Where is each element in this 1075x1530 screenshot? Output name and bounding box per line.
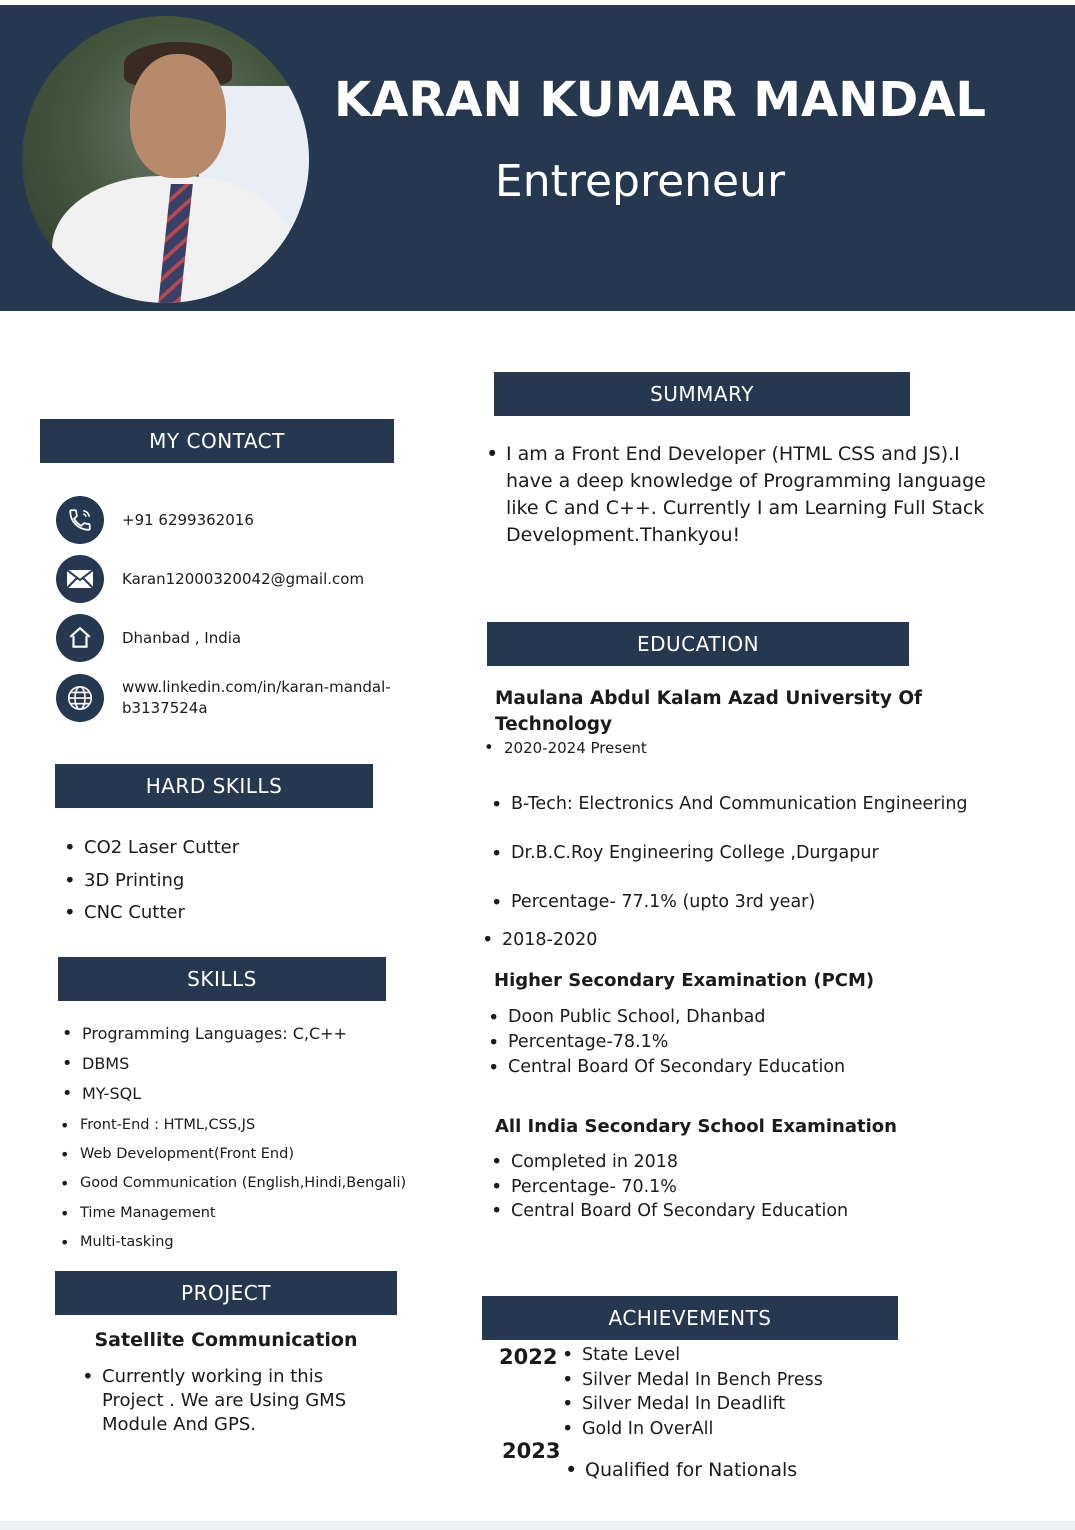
skill-item: • Time Management	[58, 1199, 406, 1228]
mail-icon	[56, 555, 104, 603]
achievement-year-2022: 2022	[499, 1345, 558, 1369]
profile-photo	[22, 16, 309, 303]
university-name	[495, 686, 922, 738]
contact-phone-row	[56, 496, 254, 544]
skills-list-extra	[58, 1111, 406, 1257]
achievement-item: • Qualified for Nationals	[563, 1457, 797, 1483]
summary-line-3: like C and C++. Currently I am Learning Full Stack	[506, 497, 985, 519]
hard-skill-item: • CNC Cutter	[62, 897, 239, 930]
skill-item: • MY-SQL	[60, 1079, 347, 1109]
photo-face	[130, 54, 226, 178]
hard-skill-item: • CO2 Laser Cutter	[62, 832, 239, 865]
achievements-section-header: ACHIEVEMENTS	[482, 1296, 898, 1340]
university-years: • 2020-2024 Present	[482, 738, 647, 758]
achievement-item: • State Level	[560, 1343, 823, 1368]
achievement-item: • Silver Medal In Bench Press	[560, 1368, 823, 1393]
page-bottom-strip	[0, 1521, 1075, 1530]
university-years-list	[482, 738, 647, 758]
project-line-3: Module And GPS.	[102, 1414, 256, 1435]
education-section-header: EDUCATION	[487, 622, 909, 666]
skill-item: • Programming Languages: C,C++	[60, 1019, 347, 1049]
achievement-year-2023: 2023	[502, 1439, 561, 1463]
ss-item: • Completed in 2018	[489, 1150, 848, 1175]
contact-section-header: MY CONTACT	[40, 419, 394, 463]
hs-details	[486, 1005, 845, 1080]
hs-item: • Percentage-78.1%	[486, 1030, 845, 1055]
person-name: KARAN KUMAR MANDAL	[334, 72, 986, 128]
hard-skill-item: • 3D Printing	[62, 865, 239, 898]
ss-details	[489, 1150, 848, 1224]
summary-section-header: SUMMARY	[494, 372, 910, 416]
achievements-2022-list	[560, 1343, 823, 1441]
university-line-1: Maulana Abdul Kalam Azad University Of	[495, 688, 923, 709]
skill-item: • Web Development(Front End)	[58, 1140, 406, 1169]
summary-item	[484, 441, 986, 549]
skill-item: • DBMS	[60, 1049, 347, 1079]
university-line-2: Technology	[495, 714, 613, 735]
btech-percentage: • Percentage- 77.1% (upto 3rd year)	[489, 878, 968, 927]
summary-line-2: have a deep knowledge of Programming language	[506, 470, 986, 492]
ss-item: • Central Board Of Secondary Education	[489, 1199, 848, 1224]
project-description-item	[80, 1365, 346, 1437]
summary-text	[484, 441, 986, 549]
ss-title: All India Secondary School Examination	[495, 1116, 897, 1137]
achievement-item: • Gold In OverAll	[560, 1417, 823, 1442]
linkedin-line-1: www.linkedin.com/in/karan-mandal-	[122, 678, 391, 696]
project-section-header: PROJECT	[55, 1271, 397, 1315]
contact-phone: +91 6299362016	[122, 510, 254, 529]
skill-item: • Good Communication (English,Hindi,Bengali)	[58, 1169, 406, 1198]
btech-degree: • B-Tech: Electronics And Communication Engineering	[489, 780, 968, 829]
achievement-item: • Silver Medal In Deadlift	[560, 1392, 823, 1417]
hard-skills-list	[62, 832, 239, 930]
home-icon	[56, 614, 104, 662]
skill-item: • Front-End : HTML,CSS,JS	[58, 1111, 406, 1140]
person-title: Entrepreneur	[494, 156, 786, 207]
hard-skills-section-header: HARD SKILLS	[55, 764, 373, 808]
contact-linkedin[interactable]	[122, 677, 391, 719]
skills-section-header: SKILLS	[58, 957, 386, 1001]
hs-item: • Doon Public School, Dhanbad	[486, 1005, 845, 1030]
contact-linkedin-row	[56, 674, 391, 722]
project-title: Satellite Communication	[94, 1329, 358, 1351]
project-line-1: • Currently working in this	[102, 1366, 324, 1387]
summary-line-4: Development.Thankyou!	[506, 524, 741, 546]
contact-email[interactable]: Karan12000320042@gmail.com	[122, 569, 365, 588]
btech-college: • Dr.B.C.Roy Engineering College ,Durgapur	[489, 829, 968, 878]
project-description	[80, 1365, 346, 1437]
summary-line-1: • I am a Front End Developer (HTML CSS and JS).I	[506, 443, 960, 465]
contact-location: Dhanbad , India	[122, 628, 242, 647]
hs-title: Higher Secondary Examination (PCM)	[494, 970, 875, 991]
skill-item: • Multi-tasking	[58, 1228, 406, 1257]
hs-years-list	[480, 929, 597, 951]
contact-location-row	[56, 614, 241, 662]
contact-email-row	[56, 555, 364, 603]
hs-years: • 2018-2020	[480, 929, 597, 951]
ss-item: • Percentage- 70.1%	[489, 1175, 848, 1200]
skills-list-main	[60, 1019, 347, 1109]
phone-icon	[56, 496, 104, 544]
globe-icon	[56, 674, 104, 722]
linkedin-line-2: b3137524a	[122, 699, 208, 717]
achievements-2023-list	[563, 1457, 797, 1483]
project-line-2: Project . We are Using GMS	[102, 1390, 347, 1411]
btech-details	[489, 780, 968, 927]
hs-item: • Central Board Of Secondary Education	[486, 1055, 845, 1080]
